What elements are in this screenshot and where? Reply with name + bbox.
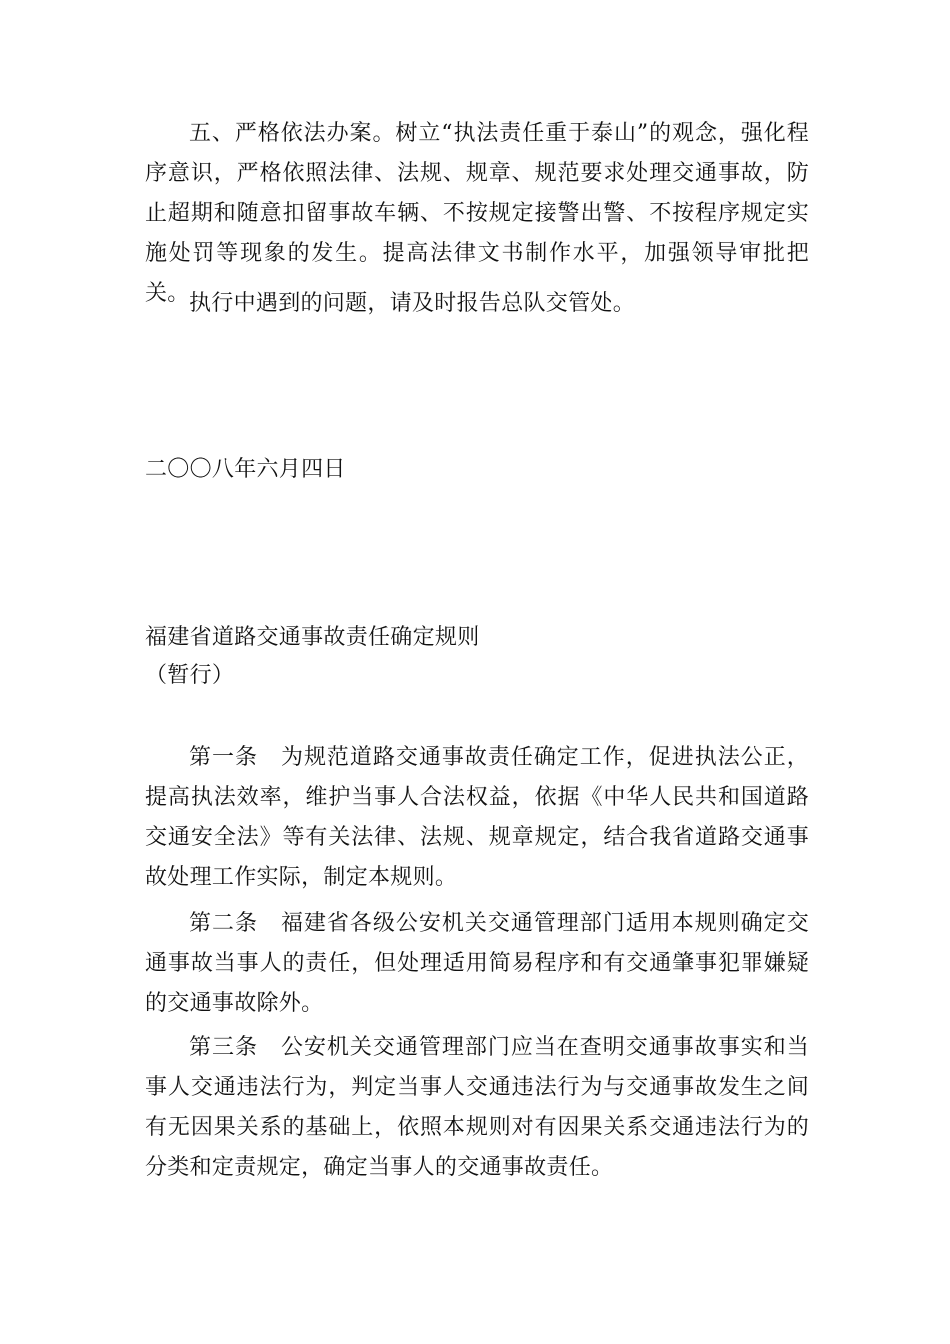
paragraph-strict-enforcement: 五、严格依法办案。树立“执法责任重于泰山”的观念，强化程序意识，严格依照法律、法规、规章、规范要求处理交通事故，防止超期和随意扣留事故车辆、不按规定接警出警、不按程序规定实施处罚等现象的发生。提高法律文书制作水平，加强领导审批把关。 — [145, 121, 809, 306]
paragraph-report-issues: 执行中遇到的问题，请及时报告总队交管处。 — [189, 291, 636, 316]
article-3: 第三条 公安机关交通管理部门应当在查明交通事故事实和当事人交通违法行为，判定当事人交通违法行为与交通事故发生之间有无因果关系的基础上，依照本规则对有因果关系交通违法行为的分类和定责规定，确定当事人的交通事故责任。 — [145, 1035, 809, 1180]
document-date: 二〇〇八年六月四日 — [145, 457, 346, 482]
article-2: 第二条 福建省各级公安机关交通管理部门适用本规则确定交通事故当事人的责任，但处理适用简易程序和有交通肇事犯罪嫌疑的交通事故除外。 — [145, 911, 809, 1016]
article-1: 第一条 为规范道路交通事故责任确定工作，促进执法公正，提高执法效率，维护当事人合法权益，依据《中华人民共和国道路交通安全法》等有关法律、法规、规章规定，结合我省道路交通事故处理工作实际，制定本规则。 — [145, 745, 809, 890]
rules-title: 福建省道路交通事故责任确定规则 — [145, 625, 480, 650]
rules-subtitle: （暂行） — [145, 663, 235, 688]
